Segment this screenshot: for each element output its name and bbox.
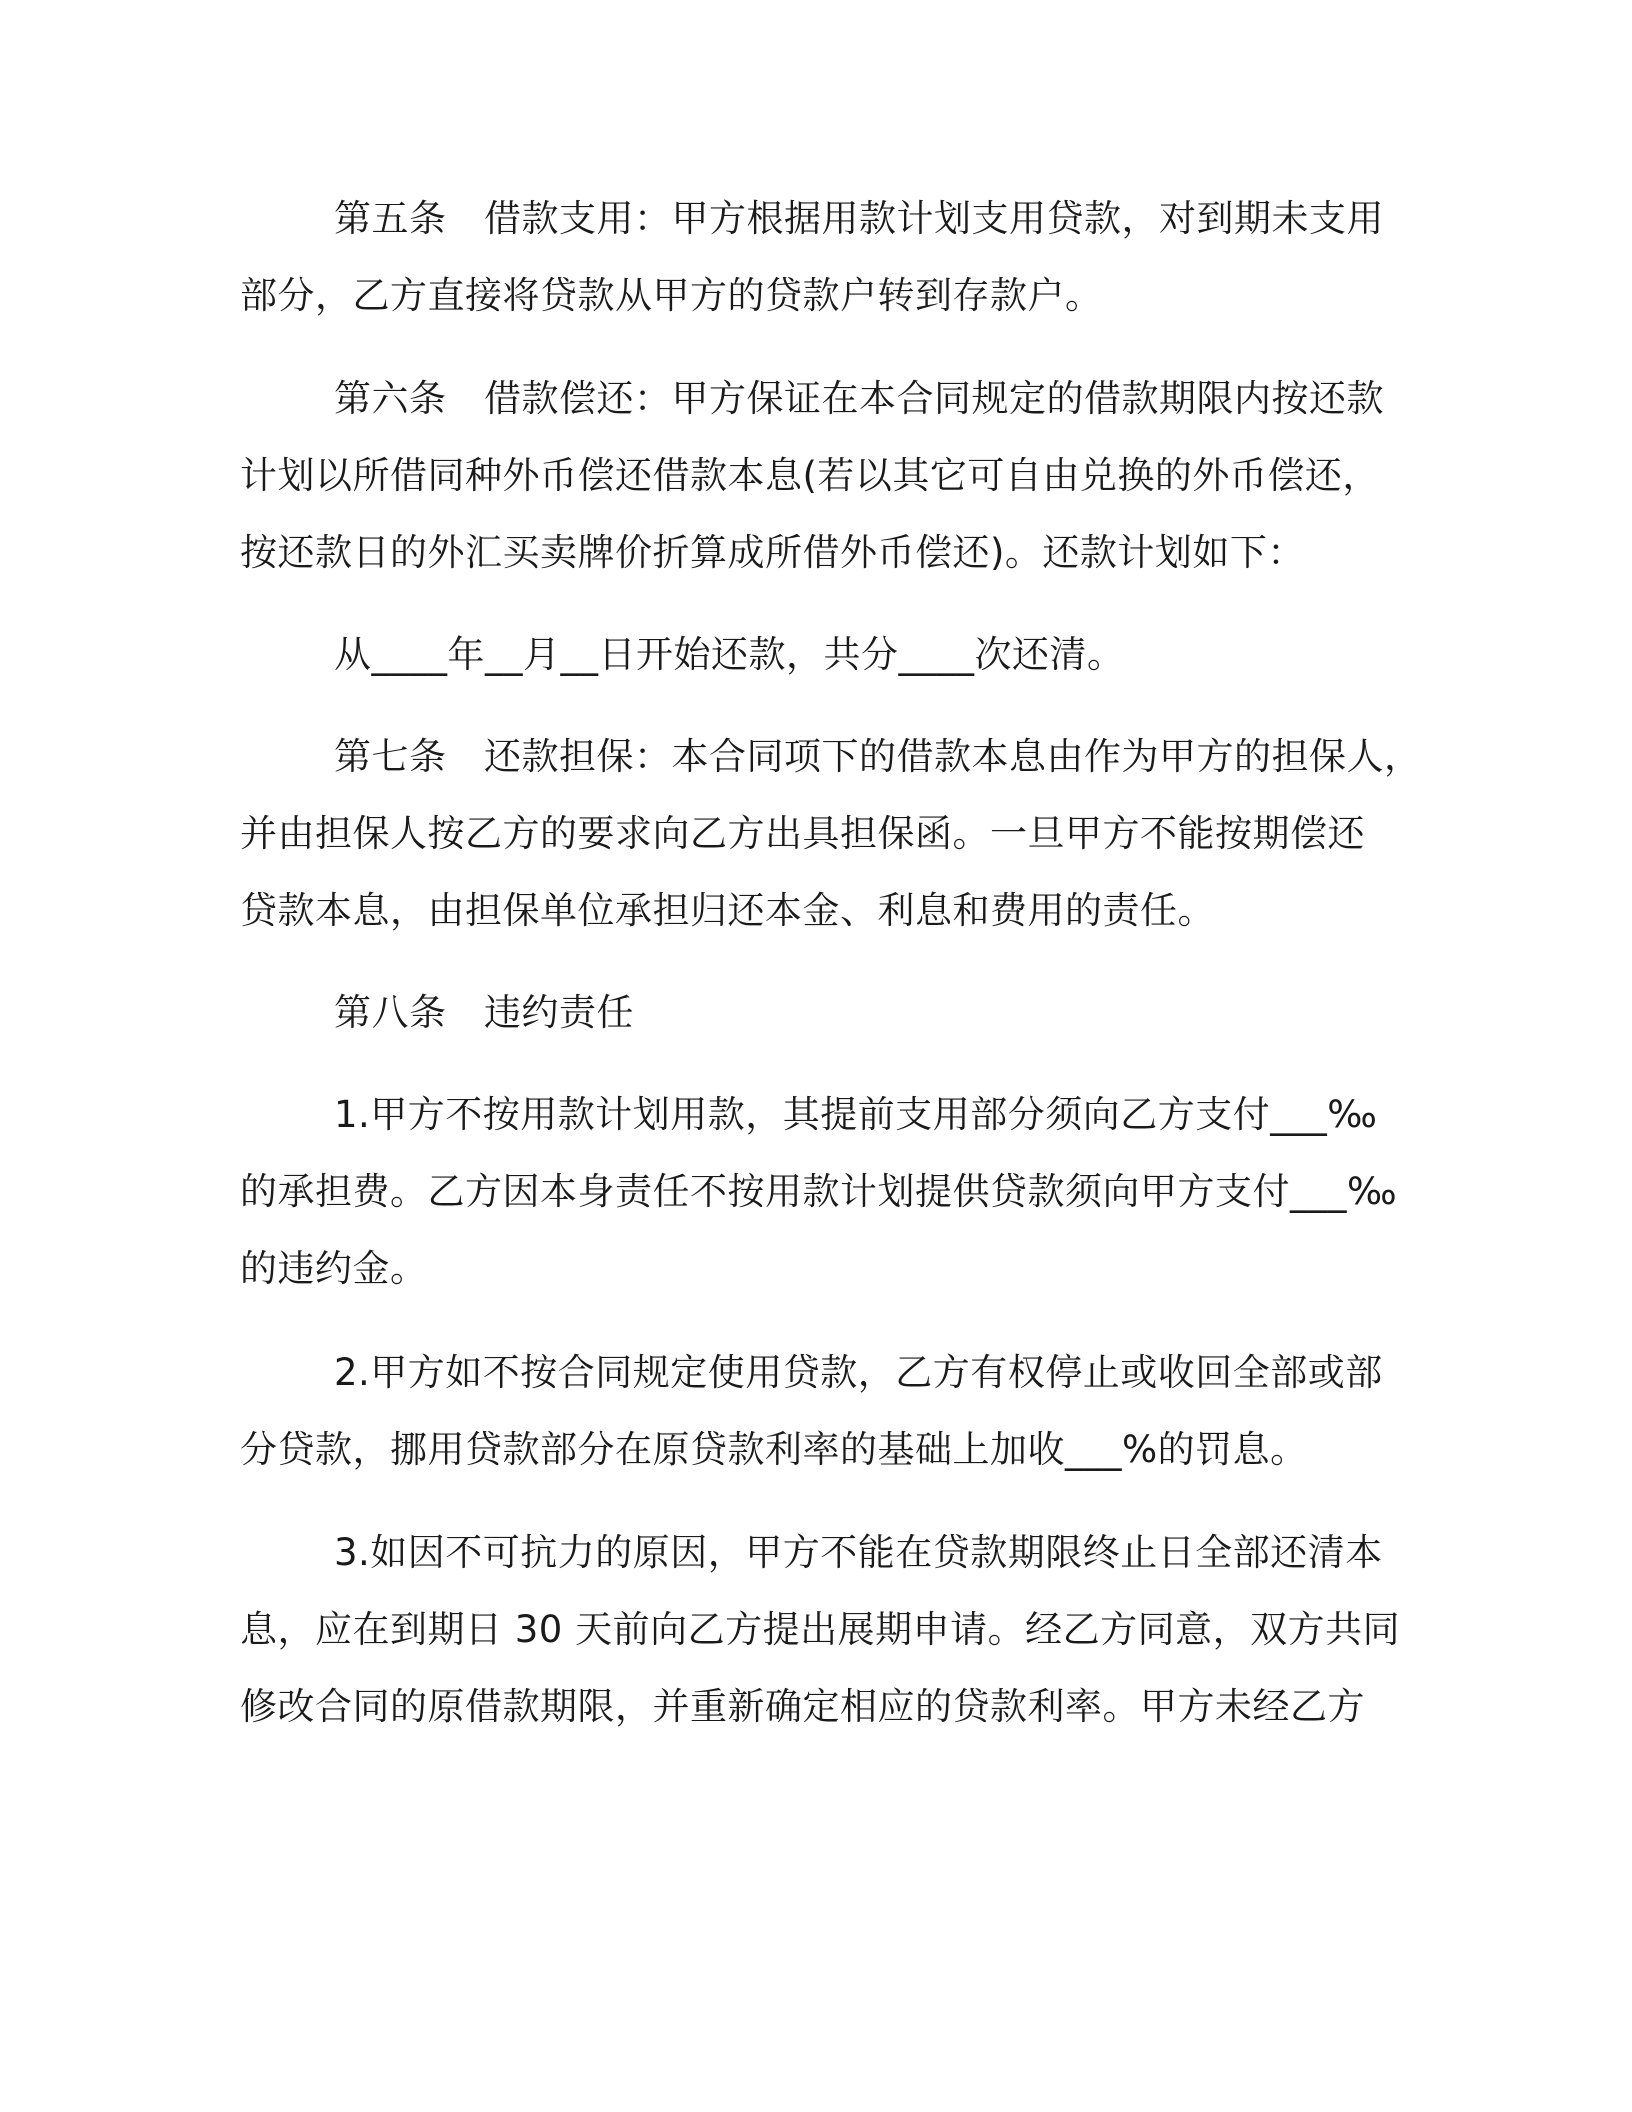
article-7-line-1: 第七条 还款担保：本合同项下的借款本息由作为甲方的担保人， — [334, 735, 1422, 778]
article-5-line-1: 第五条 借款支用：甲方根据用款计划支用贷款，对到期未支用 — [334, 197, 1384, 240]
article-6-line-2: 计划以所借同种外币偿还借款本息(若以其它可自由兑换的外币偿还， — [240, 454, 1380, 497]
article-5-line-2: 部分，乙方直接将贷款从甲方的贷款户转到存款户。 — [240, 274, 1103, 317]
article-8-heading — [240, 974, 1400, 1051]
article-6-paragraph — [240, 360, 1400, 591]
article-7-paragraph — [240, 718, 1422, 949]
article-8-item-3-paragraph — [240, 1514, 1400, 1745]
article-8-item-1-line-2: 的承担费。乙方因本身责任不按用款计划提供贷款须向甲方支付___‰ — [240, 1170, 1398, 1213]
repayment-schedule-line-1: 从____年__月__日开始还款，共分____次还清。 — [334, 633, 1125, 676]
article-8-item-3-line-3: 修改合同的原借款期限，并重新确定相应的贷款利率。甲方未经乙方 — [240, 1685, 1365, 1728]
repayment-schedule-paragraph — [240, 616, 1400, 693]
article-8-item-1-line-1: 1.甲方不按用款计划用款，其提前支用部分须向乙方支付___‰ — [334, 1093, 1378, 1136]
article-6-line-3: 按还款日的外汇买卖牌价折算成所借外币偿还)。还款计划如下： — [240, 531, 1305, 574]
article-5-paragraph — [240, 180, 1400, 334]
article-8-item-3-line-2: 息，应在到期日 30 天前向乙方提出展期申请。经乙方同意，双方共同 — [240, 1608, 1401, 1651]
article-8-heading-line: 第八条 违约责任 — [334, 991, 634, 1034]
article-8-item-2-line-1: 2.甲方如不按合同规定使用贷款，乙方有权停止或收回全部或部 — [334, 1351, 1383, 1394]
article-7-line-2: 并由担保人按乙方的要求向乙方出具担保函。一旦甲方不能按期偿还 — [240, 812, 1365, 855]
article-7-line-3: 贷款本息，由担保单位承担归还本金、利息和费用的责任。 — [240, 889, 1215, 932]
article-8-item-1-line-3: 的违约金。 — [240, 1247, 428, 1290]
article-8-item-2-paragraph — [240, 1334, 1400, 1488]
article-6-line-1: 第六条 借款偿还：甲方保证在本合同规定的借款期限内按还款 — [334, 377, 1384, 420]
article-8-item-2-line-2: 分贷款，挪用贷款部分在原贷款利率的基础上加收___%的罚息。 — [240, 1428, 1308, 1471]
article-8-item-3-line-1: 3.如因不可抗力的原因，甲方不能在贷款期限终止日全部还清本 — [334, 1531, 1383, 1574]
article-8-item-1-paragraph — [240, 1076, 1400, 1307]
